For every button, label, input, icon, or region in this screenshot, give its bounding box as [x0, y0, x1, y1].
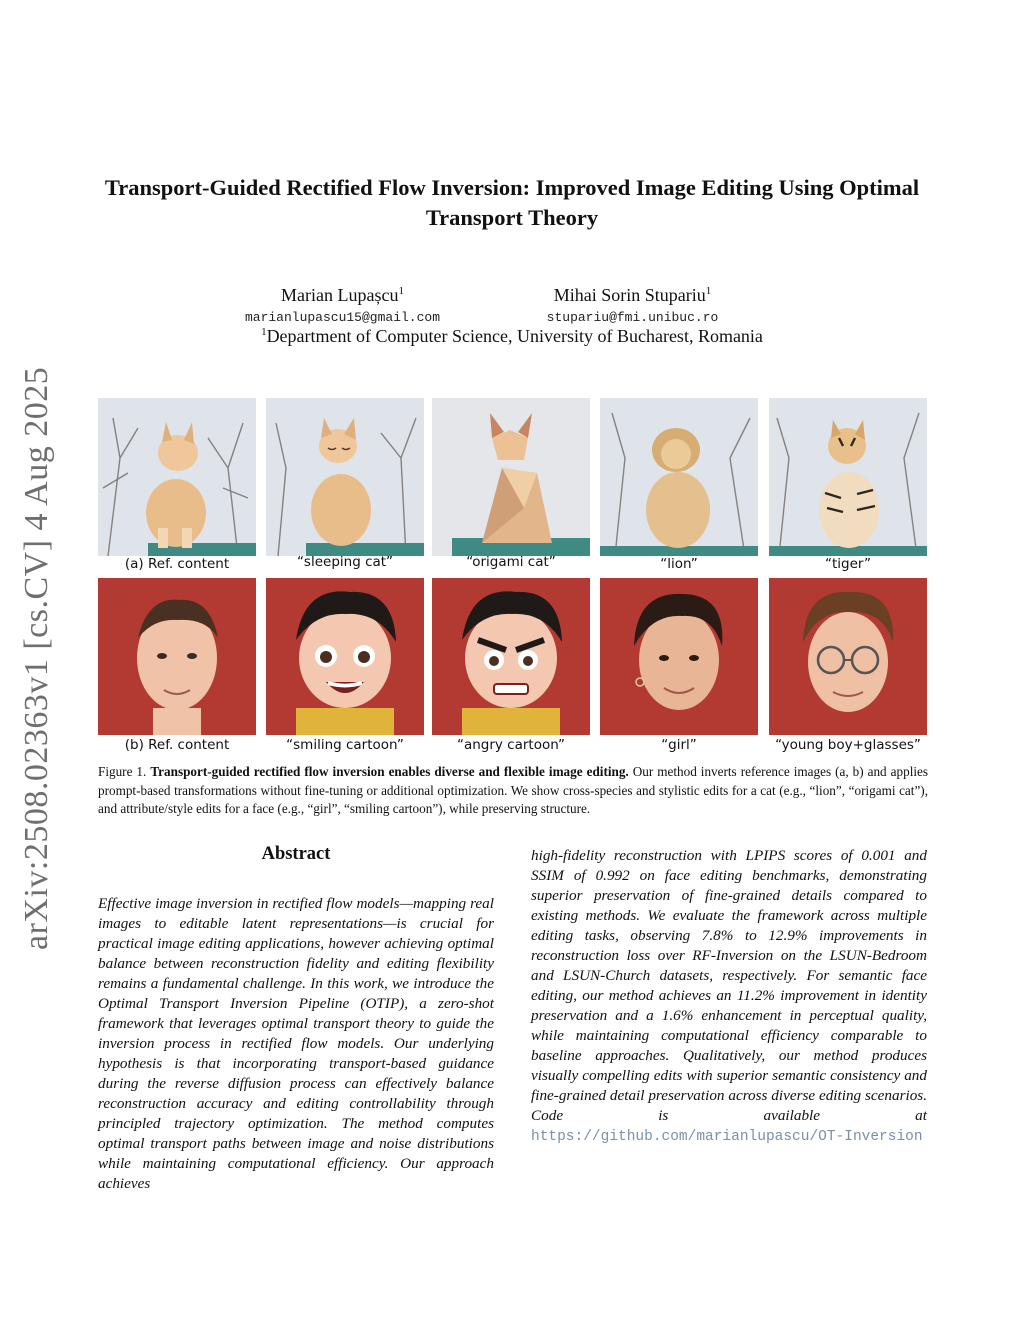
image-sleeping-cat	[266, 398, 424, 556]
figure-caption	[98, 763, 928, 819]
author-name: Mihai Sorin Stupariu	[553, 285, 706, 305]
abstract-right-column	[531, 846, 927, 1147]
abstract-right-text: high-fidelity reconstruction with LPIPS scores of 0.001 and SSIM of 0.992 on face editing benchmarks, demonstrating superior preservation of fine-grained details compared to existing methods. We evaluate the framework across multiple editing tasks, observing 7.8% to 12.9% improvements in reconstruction loss over RF-Inversion on the LSUN-Bedroom and LSUN-Church datasets, respectively. For semantic face editing, our method achieves an 11.2% improvement in identity preservation and a 1.6% enhancement in perceptual quality, while maintaining computational efficiency comparable to baseline approaches. Qualitatively, our method produces visually compelling edits with superior semantic consistency and fine-grained detail preservation across diverse editing scenarios. Code is available at	[531, 847, 927, 1124]
abstract-heading: Abstract	[261, 844, 331, 864]
author-2	[505, 280, 760, 325]
abstract-left-column: Effective image inversion in rectified flow models—mapping real images to editable latent representations—is crucial for practical image editing applications, however achieving optimal balance between reconstruction fidelity and editing flexibility remains a fundamental challenge. In this work, we introduce the Optimal Transport Inversion Pipeline (OTIP), a zero-shot framework that leverages optimal transport theory to guide the inversion process in rectified flow models. Our underlying hypothesis is that incorporating transport-based guidance during the reverse diffusion process can effectively balance reconstruction accuracy and editing controllability through principled trajectory optimization. The method computes optimal transport paths between image and noise distributions while maintaining computational efficiency. Our approach achieves	[98, 895, 494, 1192]
caption-b-1: (b) Ref. content	[124, 737, 230, 753]
author-email[interactable]: stupariu@fmi.unibuc.ro	[546, 310, 719, 325]
caption-a-4: “lion”	[660, 556, 698, 572]
author-1	[215, 280, 470, 325]
author-affiliation-mark: 1	[398, 285, 404, 297]
figure-label: Figure 1.	[98, 764, 147, 779]
image-angry-cartoon	[432, 578, 590, 735]
caption-b-3: “angry cartoon”	[456, 737, 566, 753]
author-block	[0, 280, 1024, 360]
arxiv-identifier: arXiv:2508.02363v1 [cs.CV] 4 Aug 2025	[18, 366, 55, 950]
image-ref-face	[98, 578, 256, 735]
caption-a-5: “tiger”	[824, 556, 872, 572]
caption-b-4: “girl”	[661, 737, 697, 753]
image-girl	[600, 578, 758, 735]
image-origami-cat	[432, 398, 590, 556]
image-lion	[600, 398, 758, 556]
affiliation-mark: 1	[261, 326, 267, 338]
affiliation-text: Department of Computer Science, University of Bucharest, Romania	[266, 326, 763, 346]
affiliation	[0, 326, 1024, 347]
figure-1	[98, 398, 928, 760]
caption-a-1: (a) Ref. content	[124, 556, 230, 572]
paper-title: Transport-Guided Rectified Flow Inversion: Improved Image Editing Using Optimal Transport Theory	[104, 175, 920, 230]
author-email[interactable]: marianlupascu15@gmail.com	[244, 310, 441, 325]
caption-b-2: “smiling cartoon”	[286, 737, 404, 753]
author-name: Marian Lupașcu	[281, 285, 399, 305]
author-affiliation-mark: 1	[705, 285, 712, 297]
code-link[interactable]: https://github.com/marianlupascu/OT-Inversion	[531, 1129, 923, 1145]
image-young-boy-glasses	[769, 578, 927, 735]
figure-caption-bold: Transport-guided rectified flow inversion enables diverse and flexible image editing.	[150, 764, 629, 779]
image-ref-cat	[98, 398, 256, 556]
image-tiger	[769, 398, 927, 556]
caption-a-2: “sleeping cat”	[296, 554, 394, 570]
caption-b-5: “young boy+glasses”	[775, 737, 921, 753]
image-smiling-cartoon	[266, 578, 424, 735]
caption-a-3: “origami cat”	[466, 554, 556, 570]
figure-caption-text: Our method inverts reference images (a, b) and applies prompt-based transformations without fine-tuning or additional optimization. We show cross-species and stylistic edits for a cat (e.g., “lion”, “origami cat”), and attribute/style edits for a face (e.g., “girl”, “smiling cartoon”), while preserving structure.	[98, 764, 929, 816]
